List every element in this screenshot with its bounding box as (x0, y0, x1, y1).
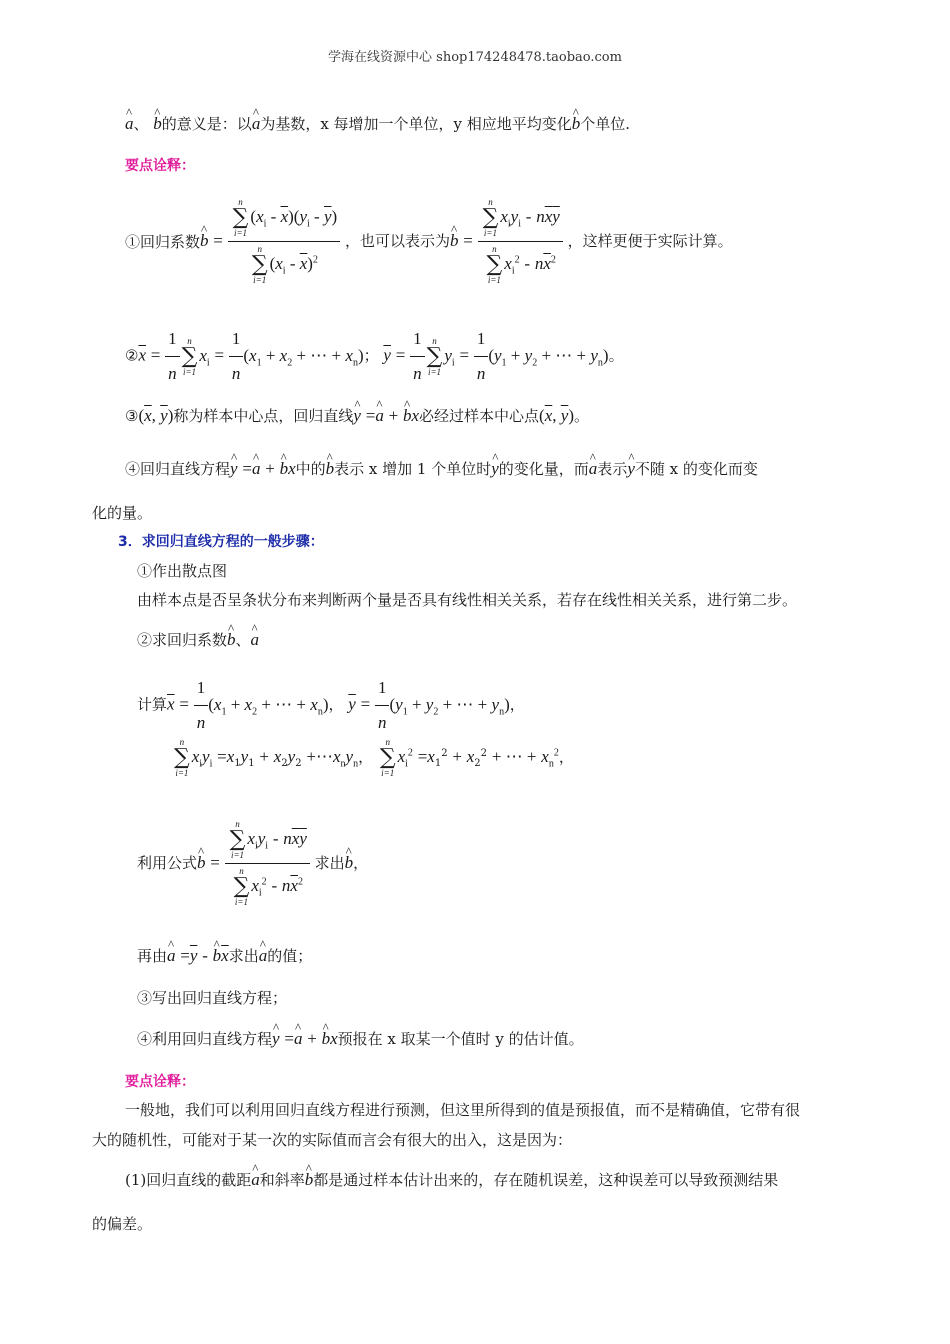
para2-line1: (1)回归直线的截距^ a和斜率^ b都是通过样本估计出来的，存在随机误差，这种误差可以导致预测结果 (125, 1166, 778, 1194)
notes-title-1: 要点诠释： (125, 158, 195, 174)
step2-calc-line: 计算$\overline{x}$ = $\frac{1}{n}$ ($x_1 + x_2$ + ⋯ + $x_n$)， $\overline{y}$ = $\frac{1}{n}$ ($y_1 + y_2$ + ⋯ + $y_n$)， (137, 674, 525, 737)
section-3-title: 3．求回归直线方程的一般步骤： (118, 534, 324, 550)
item3-line: $③(\overline{x}$, $\overline{y}$)称为样本中心点，回归直线^ y =^ a + ^ bx必经过样本中心点($\overline{x}$, $\overline{y}$)。 (125, 402, 589, 430)
step3-label: ③写出回归直线方程； (137, 989, 288, 1007)
para1-line1: 一般地，我们可以利用回归直线方程进行预测，但这里所得到的值是预报值，而不是精确值，它带有很 (125, 1101, 801, 1119)
step2-formula-line: 利用公式^ b = n ∑ i=1 $x_iy_i - n\overline{x}\overline{y}$ n ∑ i=1 $x_i^2 - n\overline{x}^2$ 求出^ b， (137, 820, 368, 908)
step4-line: ④利用回归直线方程^ y =^ a + ^ bx预报在 x 取某一个值时 y 的估计值。 (137, 1025, 584, 1053)
step2-label-line: ②求回归系数^ b、^ a (137, 626, 259, 654)
para2-line2: 的偏差。 (92, 1215, 153, 1233)
notes-title-2: 要点诠释： (125, 1074, 195, 1090)
step1-label: ①作出散点图 (137, 562, 228, 580)
intro-line: ^ a、 ^ b的意义是：以^ a为基数，x 每增加一个单位，y 相应地平均变化^ b个单位. (125, 110, 630, 138)
page-header: 学海在线资源中心 shop174248478.taobao.com (328, 50, 622, 65)
step2-again-line: 再由^ $a =\overline{y}$ - ^ $b\overline{x}$求出^ a的值； (137, 942, 312, 970)
item4-continuation: 化的量。 (92, 504, 153, 522)
step1-desc: 由样本点是否呈条状分布来判断两个量是否具有线性相关关系，若存在线性相关关系，进行第二步。 (137, 591, 798, 609)
item4-line: ④回归直线方程^ y =^ a + ^ bx中的^ b表示 x 增加 1 个单位时^ y的变化量，而^ a表示^ y不随 x 的变化而变 (125, 455, 758, 483)
step2-sums-line: n ∑ i=1 $x_iy_i =x_1y_1 + x_2y_2$ $+\cdots x_ny_n$， n ∑ i=1 $x_i^2 =x_1^2 + x_2^2$ + ⋯ + $x_n^2$， (174, 737, 574, 778)
para1-line2: 大的随机性，可能对于某一次的实际值而言会有很大的出入，这是因为： (92, 1131, 573, 1149)
item2-line: $②\overline{x}$ = $\frac{1}{n}$ n ∑ i=1 $x_i$ = $\frac{1}{n}$ ($x_1 + x_2$ + ⋯ + $x_n$)； $\overline{y}$ = $\frac{1}{n}$ n ∑ i=1 $y_i$ = $\frac{1}{n}$ ($y_1 + y_2$ + ⋯ + $y_n$)。 (125, 325, 624, 388)
item1-line: ①回归系数^ b = n ∑ i=1 $(x_i - \overline{x})(y_i - \overline{y})$ n ∑ i=1 $(x_i - \overline{x})^2$ ，也可以表示为^ b = n ∑ i=1 $x_iy_i - n\overline{x}\overline{y}$ n ∑ i=1 $x_i^2 - n\overline{x}^2$ ，这样更便于实际计算。 (125, 198, 733, 286)
